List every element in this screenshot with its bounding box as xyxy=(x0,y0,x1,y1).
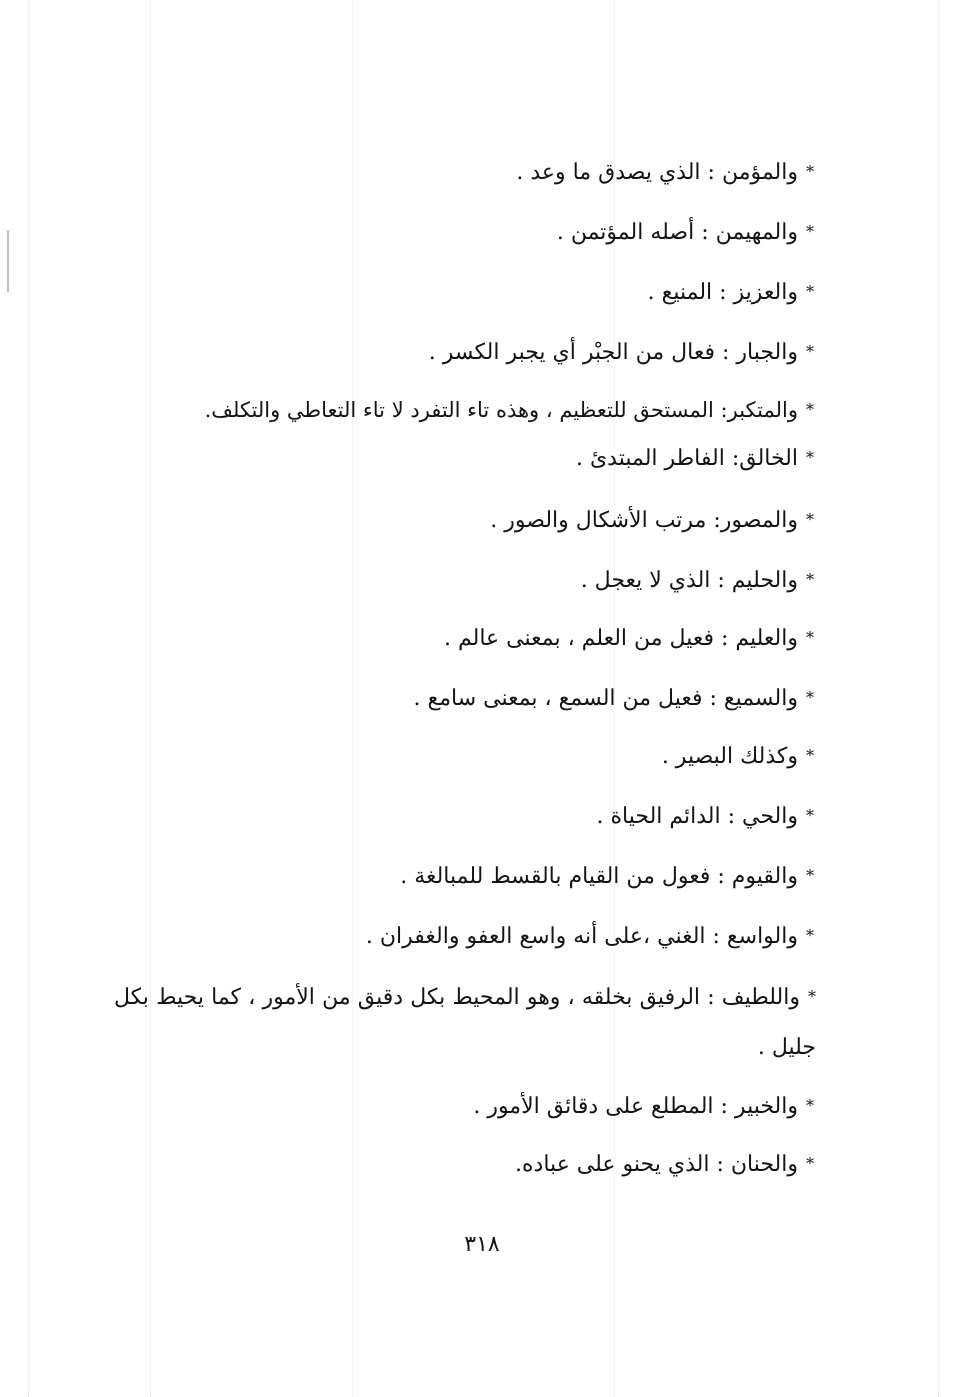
entry-text: والسميع : فعيل من السمع ، بمعنى سامع . xyxy=(413,686,798,711)
entry-al-alim xyxy=(444,624,814,653)
bullet-star: * xyxy=(806,400,814,419)
bullet-star: * xyxy=(806,866,814,885)
bullet-star: * xyxy=(806,628,814,647)
entry-al-hayy xyxy=(597,802,814,831)
bullet-star: * xyxy=(806,162,814,181)
entry-text: والواسع : الغني ،على أنه واسع العفو والغفران . xyxy=(365,924,798,949)
bullet-star: * xyxy=(806,342,814,361)
entry-as-sami xyxy=(414,684,814,713)
entry-al-wasi xyxy=(366,922,814,951)
bullet-star: * xyxy=(806,510,814,529)
entry-text: وكذلك البصير . xyxy=(661,744,798,769)
entry-al-khaliq xyxy=(576,444,814,473)
scan-edge-mark xyxy=(7,230,9,292)
entry-al-latif xyxy=(114,972,816,1073)
entry-text: والحنان : الذي يحنو على عباده. xyxy=(515,1152,798,1177)
bullet-star: * xyxy=(808,987,816,1006)
entry-text: والحي : الدائم الحياة . xyxy=(596,804,798,829)
entry-text: والمتكبر: المستحق للتعظيم ، وهذه تاء التفرد لا تاء التعاطي والتكلف. xyxy=(204,398,798,422)
entry-text: والعليم : فعيل من العلم ، بمعنى عالم . xyxy=(444,626,798,651)
entry-text: والمهيمن : أصله المؤتمن . xyxy=(556,220,798,245)
entry-text: الخالق: الفاطر المبتدئ . xyxy=(575,446,798,471)
bullet-star: * xyxy=(806,570,814,589)
bullet-star: * xyxy=(806,806,814,825)
entry-text: والمؤمن : الذي يصدق ما وعد . xyxy=(516,160,798,185)
bullet-star: * xyxy=(806,448,814,467)
entry-al-mumin xyxy=(516,158,814,187)
entry-text: والخبير : المطلع على دقائق الأمور . xyxy=(473,1094,798,1119)
entry-al-musawwir xyxy=(490,506,814,535)
scan-artifact-line xyxy=(28,0,29,1397)
entry-al-mutakabbir xyxy=(205,396,814,424)
entry-text: والقيوم : فعول من القيام بالقسط للمبالغة . xyxy=(400,864,798,889)
entry-al-aziz xyxy=(648,278,814,307)
entry-text: والحليم : الذي لا يعجل . xyxy=(580,568,798,593)
scan-artifact-line xyxy=(938,0,939,1397)
scan-artifact-line xyxy=(352,0,353,1397)
entry-al-halim xyxy=(581,566,814,595)
entry-text: واللطيف : الرفيق بخلقه ، وهو المحيط بكل دقيق من الأمور ، كما يحيط بكل جليل . xyxy=(114,985,816,1060)
bullet-star: * xyxy=(806,688,814,707)
entry-text: والجبار : فعال من الجبْر أي يجبر الكسر . xyxy=(428,340,798,365)
bullet-star: * xyxy=(806,1096,814,1115)
entry-al-jabbar xyxy=(429,338,814,367)
entry-al-muhaymin xyxy=(557,218,814,247)
page-number: ٣١٨ xyxy=(464,1232,500,1257)
entry-text: والعزيز : المنيع . xyxy=(647,280,798,305)
scan-artifact-line xyxy=(150,0,151,1397)
bullet-star: * xyxy=(806,926,814,945)
bullet-star: * xyxy=(806,746,814,765)
bullet-star: * xyxy=(806,222,814,241)
entry-al-basir xyxy=(662,742,814,771)
bullet-star: * xyxy=(806,282,814,301)
entry-al-qayyum xyxy=(400,862,814,891)
entry-text: والمصور: مرتب الأشكال والصور . xyxy=(490,508,798,533)
bullet-star: * xyxy=(806,1154,814,1173)
entry-al-khabir xyxy=(473,1092,814,1121)
entry-al-hannan xyxy=(515,1150,814,1179)
